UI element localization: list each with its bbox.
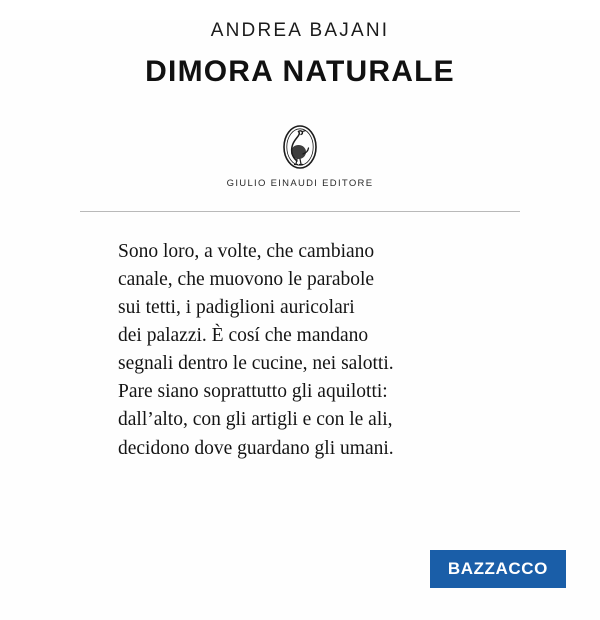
- publisher-name: GIULIO EINAUDI EDITORE: [226, 178, 374, 189]
- blurb-line: segnali dentro le cucine, nei salotti.: [118, 353, 394, 375]
- blurb-line: dall’alto, con gli artigli e con le ali,: [118, 409, 393, 431]
- book-cover: [0, 20, 600, 620]
- blurb-line: canale, che muovono le parabole: [118, 269, 375, 291]
- publisher-logo-block: [0, 121, 600, 189]
- book-title: DIMORA NATURALE: [145, 55, 455, 88]
- blurb-text: [90, 238, 510, 463]
- author-name: ANDREA BAJANI: [210, 20, 390, 41]
- blurb-line: sui tetti, i padiglioni auricolari: [118, 297, 355, 319]
- ostrich-horseshoe-icon: [277, 121, 323, 173]
- imprint-badge: BAZZACCO: [430, 550, 566, 588]
- blurb-line: Sono loro, a volte, che cambiano: [118, 241, 375, 262]
- blurb-line: Pare siano soprattutto gli aquilotti:: [118, 381, 388, 403]
- blurb-line: dei palazzi. È cosí che mandano: [118, 325, 369, 347]
- divider: [80, 211, 520, 212]
- blurb-line: decidono dove guardano gli umani.: [118, 437, 394, 459]
